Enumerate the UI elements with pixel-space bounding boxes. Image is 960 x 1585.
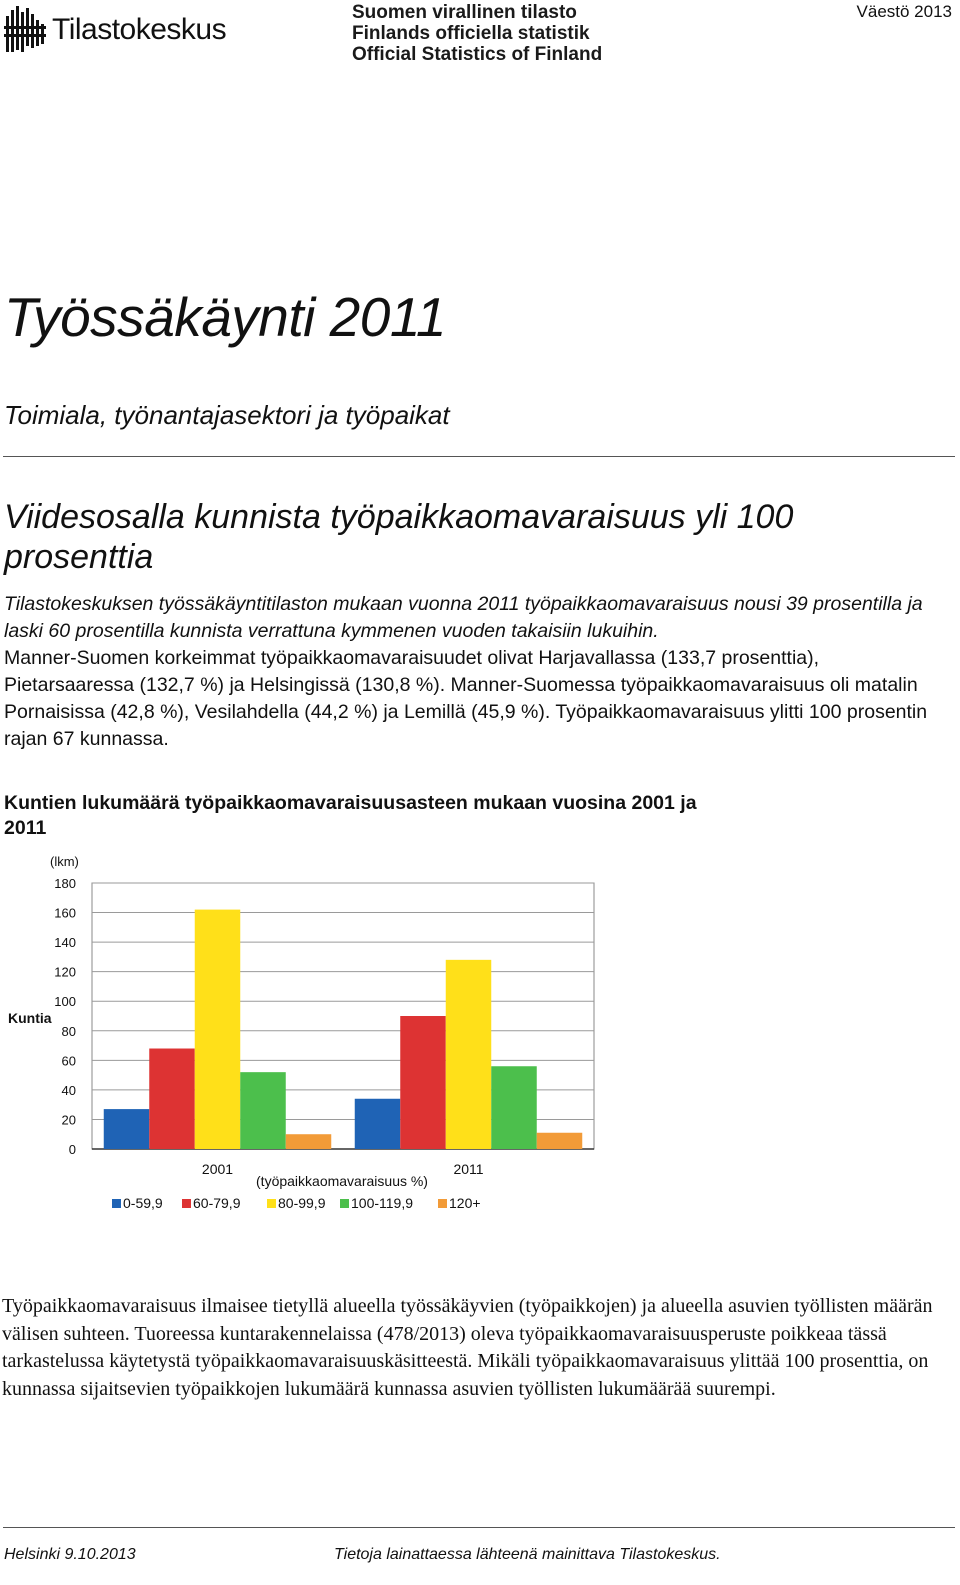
legend-label: 60-79,9 (193, 1195, 241, 1211)
bar-2011-2 (446, 960, 492, 1149)
y-tick-label: 160 (54, 905, 76, 921)
y-tick-label: 20 (61, 1112, 76, 1128)
bar-2011-4 (537, 1133, 583, 1149)
official-line-sv: Finlands officiella statistik (352, 23, 590, 44)
bar-2011-1 (400, 1016, 446, 1149)
y-tick-label: 0 (68, 1142, 76, 1157)
legend-swatch (267, 1199, 276, 1208)
legend-label: 120+ (449, 1195, 481, 1211)
chart-legend (112, 1195, 481, 1211)
legend-swatch (438, 1199, 447, 1208)
y-tick-label: 120 (54, 964, 76, 980)
tilastokeskus-logo (4, 2, 236, 58)
chart-bars (104, 910, 583, 1149)
series-label: Väestö 2013 (856, 2, 952, 21)
y-unit-label: (lkm) (50, 854, 79, 869)
y-tick-label: 80 (61, 1023, 76, 1039)
legend-label: 100-119,9 (351, 1195, 414, 1211)
y-tick-label: 180 (54, 876, 76, 891)
official-line-fi: Suomen virallinen tilasto (352, 2, 577, 23)
bottom-divider (3, 1527, 955, 1528)
bar-2001-3 (240, 1072, 286, 1149)
chart-title: Kuntien lukumäärä työpaikkaomavaraisuusasteen mukaan vuosina 2001 ja 2011 (4, 792, 697, 839)
official-line-en: Official Statistics of Finland (352, 44, 603, 65)
y-tick-label: 140 (54, 935, 76, 951)
bar-2001-4 (286, 1134, 332, 1149)
legend-swatch (112, 1199, 121, 1208)
footer-date: Helsinki 9.10.2013 (4, 1546, 136, 1563)
bar-2001-1 (149, 1049, 195, 1149)
footer-citation: Tietoja lainattaessa lähteenä mainittava Tilastokeskus. (334, 1546, 721, 1563)
legend-label: 0-59,9 (123, 1195, 163, 1211)
y-tick-label: 60 (61, 1053, 76, 1069)
y-axis-label: Kuntia (8, 1010, 52, 1026)
bar-2001-0 (104, 1109, 150, 1149)
logo-text: Tilastokeskus (52, 13, 227, 46)
y-tick-labels (54, 876, 76, 1157)
body-paragraph-1: Manner-Suomen korkeimmat työpaikkaomavaraisuudet olivat Harjavallassa (133,7 prosenttia), Pietarsaaressa (132,7 %) ja Helsingissä (130,8 %). Manner-Suomessa työpaikkaomavaraisuus oli matalin Pornaisissa (42,8 %), Vesilahdella (44,2 %) ja Lemillä (45,9 %). Työpaikkaomavaraisuus ylitti 100 prosentin rajan 67 kunnassa. (4, 647, 928, 750)
lead-paragraph: Tilastokeskuksen työssäkäyntitilaston mukaan vuonna 2011 työpaikkaomavaraisuus nousi 39 prosentilla ja laski 60 prosentilla kunnista verrattuna kymmenen vuoden takaisiin lukuihin. (4, 593, 923, 642)
official-statistics-label (352, 2, 602, 65)
x-tick-label: 2001 (201, 1161, 234, 1177)
y-tick-label: 100 (54, 994, 76, 1010)
section-heading: Viidesosalla kunnista työpaikkaomavaraisuus yli 100 prosenttia (4, 498, 794, 576)
legend-swatch (182, 1199, 191, 1208)
body-paragraph-2: Työpaikkaomavaraisuus ilmaisee tietyllä alueella työssäkäyvien (työpaikkojen) ja alueella asuvien työllisten määrän välisen suhteen. Tuoreessa kuntarakennelaissa (478/2013) oleva työpaikkaomavaraisuusperuste poikkeaa tässä tarkastelussa käytetystä työpaikkaomavaraisuuskäsitteestä. Mikäli työpaikkaomavaraisuus ylittää 100 prosenttia, on kunnassa sijaitsevien työpaikkojen lukumäärä kunnassa asuvien työllisten lukumäärää suurempi. (2, 1295, 933, 1400)
bar-2011-3 (491, 1066, 537, 1149)
legend-swatch (340, 1199, 349, 1208)
bar-2011-0 (355, 1099, 401, 1149)
legend-label: 80-99,9 (278, 1195, 326, 1211)
y-tick-label: 40 (61, 1082, 76, 1098)
page-title: Työssäkäynti 2011 (4, 286, 446, 348)
x-tick-label: 2011 (453, 1161, 484, 1177)
bar-2001-2 (195, 910, 241, 1149)
top-divider (3, 456, 955, 457)
bar-chart (0, 848, 620, 1228)
logo-mark-icon (4, 2, 48, 56)
x-axis-label: (työpaikkaomavaraisuus %) (256, 1173, 428, 1189)
page-subtitle: Toimiala, työnantajasektori ja työpaikat (4, 400, 450, 430)
